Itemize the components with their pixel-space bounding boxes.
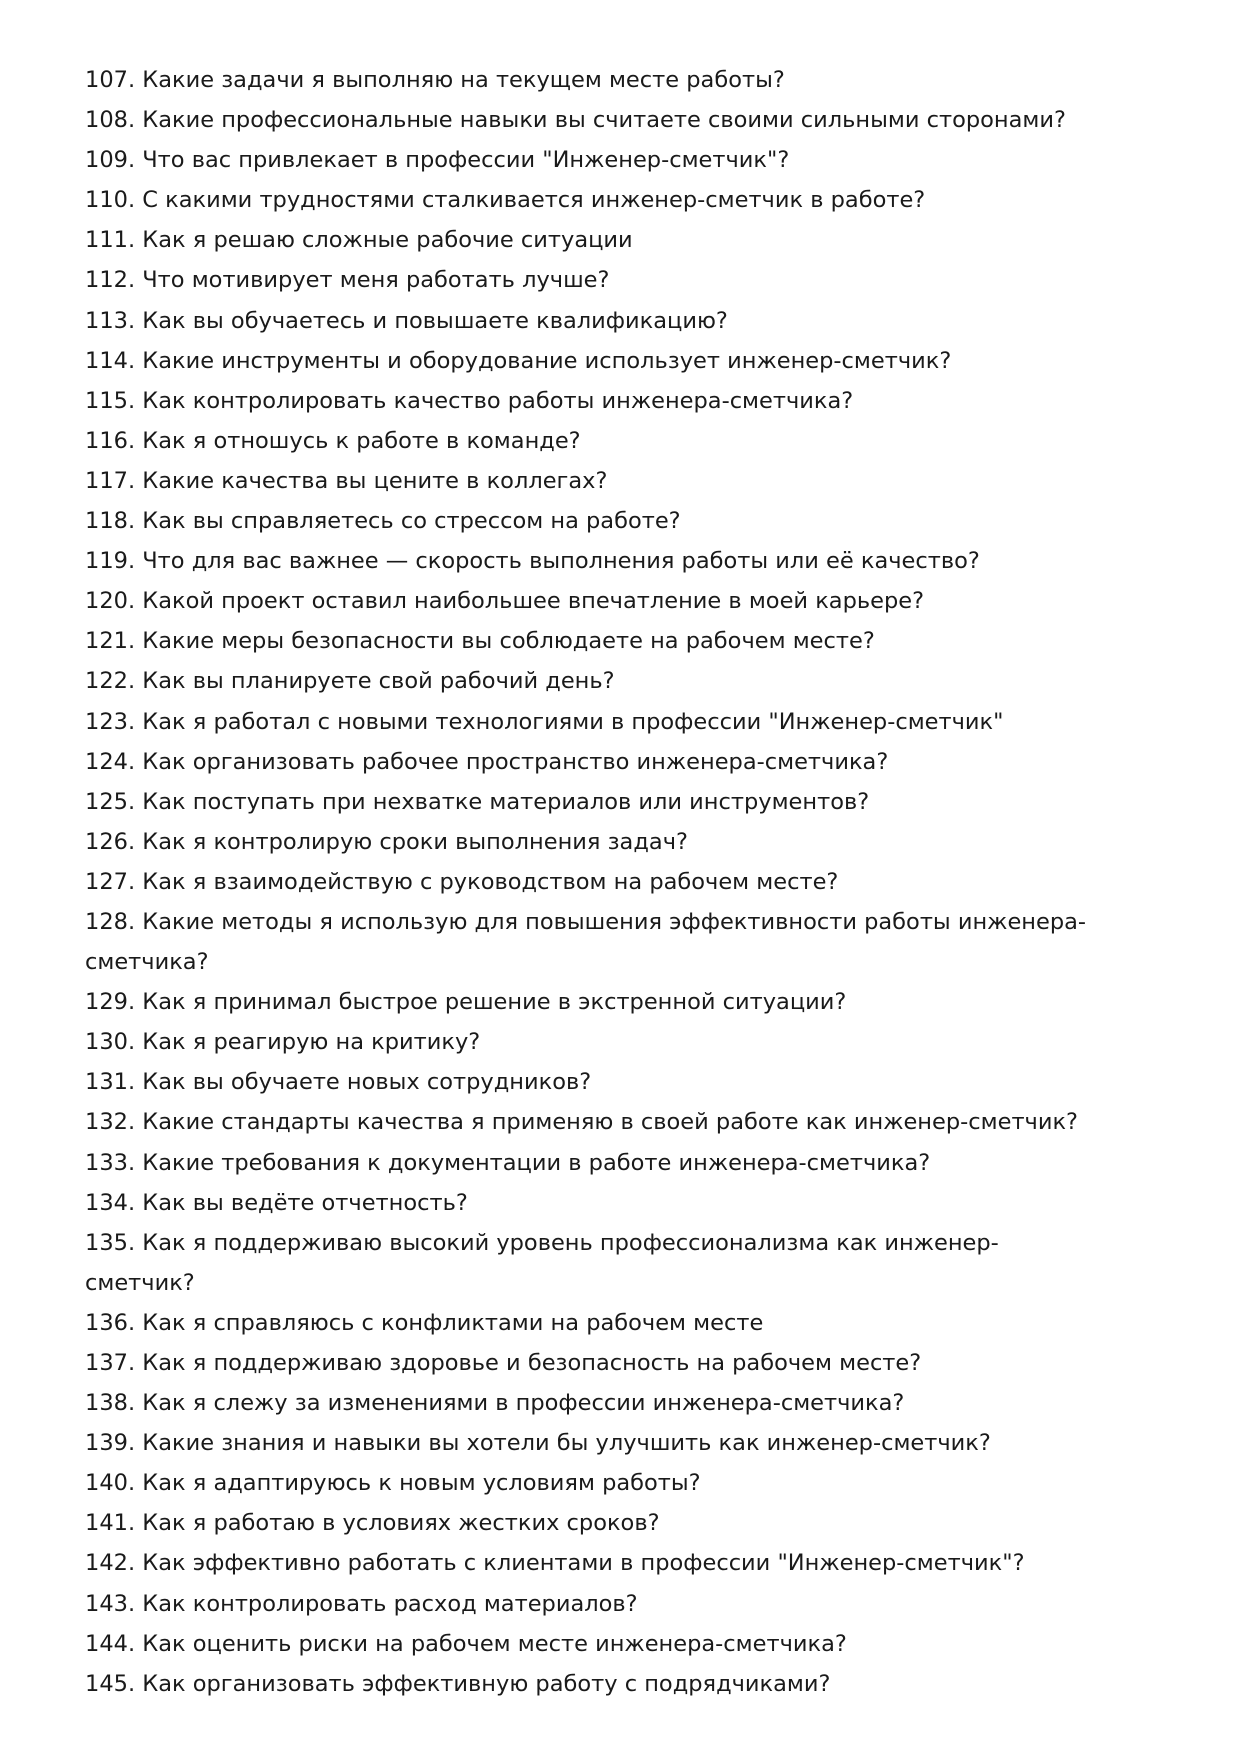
question-item: 144. Как оценить риски на рабочем месте инженера-сметчика? (85, 1630, 847, 1657)
question-item: 133. Какие требования к документации в работе инженера-сметчика? (85, 1149, 931, 1176)
question-item: 125. Как поступать при нехватке материалов или инструментов? (85, 788, 870, 815)
question-item: 115. Как контролировать качество работы инженера-сметчика? (85, 387, 854, 414)
question-item: 109. Что вас привлекает в профессии "Инженер-сметчик"? (85, 147, 790, 174)
question-item: 143. Как контролировать расход материалов? (85, 1590, 638, 1617)
question-item: 120. Какой проект оставил наибольшее впечатление в моей карьере? (85, 588, 925, 615)
question-item: 131. Как вы обучаете новых сотрудников? (85, 1069, 592, 1096)
question-item: 145. Как организовать эффективную работу с подрядчиками? (85, 1670, 831, 1697)
question-item: 123. Как я работал с новыми технологиями в профессии "Инженер-сметчик" (85, 708, 1004, 735)
question-item: 129. Как я принимал быстрое решение в экстренной ситуации? (85, 989, 847, 1016)
question-item: 132. Какие стандарты качества я применяю в своей работе как инженер-сметчик? (85, 1109, 1078, 1136)
question-list (85, 60, 1099, 1704)
question-item: 126. Как я контролирую сроки выполнения задач? (85, 828, 688, 855)
question-item: 108. Какие профессиональные навыки вы считаете своими сильными сторонами? (85, 107, 1066, 134)
question-item: 130. Как я реагирую на критику? (85, 1029, 481, 1056)
question-item: 117. Какие качества вы цените в коллегах? (85, 467, 608, 494)
question-item: 113. Как вы обучаетесь и повышаете квалификацию? (85, 307, 728, 334)
question-item: 134. Как вы ведёте отчетность? (85, 1189, 468, 1216)
question-item: 136. Как я справляюсь с конфликтами на рабочем месте (85, 1309, 764, 1336)
question-item: 140. Как я адаптируюсь к новым условиям работы? (85, 1470, 701, 1497)
question-item: 111. Как я решаю сложные рабочие ситуации (85, 227, 633, 254)
question-item: 118. Как вы справляетесь со стрессом на работе? (85, 508, 681, 535)
question-item: 121. Какие меры безопасности вы соблюдаете на рабочем месте? (85, 628, 875, 655)
question-item: 128. Какие методы я использую для повышения эффективности работы инженера-сметчика? (85, 908, 1087, 976)
question-item: 124. Как организовать рабочее пространство инженера-сметчика? (85, 748, 889, 775)
question-item: 110. С какими трудностями сталкивается инженер-сметчик в работе? (85, 187, 926, 214)
question-item: 137. Как я поддерживаю здоровье и безопасность на рабочем месте? (85, 1350, 922, 1376)
question-item: 141. Как я работаю в условиях жестких сроков? (85, 1510, 660, 1537)
question-item: 107. Какие задачи я выполняю на текущем месте работы? (85, 67, 785, 93)
question-item: 139. Какие знания и навыки вы хотели бы улучшить как инженер-сметчик? (85, 1430, 991, 1457)
question-item: 119. Что для вас важнее — скорость выполнения работы или её качество? (85, 548, 980, 575)
question-item: 138. Как я слежу за изменениями в профессии инженера-сметчика? (85, 1390, 905, 1417)
question-item: 127. Как я взаимодействую с руководством на рабочем месте? (85, 868, 839, 895)
question-item: 122. Как вы планируете свой рабочий день? (85, 668, 615, 695)
question-item: 116. Как я отношусь к работе в команде? (85, 427, 581, 454)
question-item: 142. Как эффективно работать с клиентами в профессии "Инженер-сметчик"? (85, 1550, 1025, 1577)
question-item: 112. Что мотивирует меня работать лучше? (85, 267, 610, 294)
question-item: 135. Как я поддерживаю высокий уровень профессионализма как инженер-сметчик? (85, 1229, 999, 1296)
question-item: 114. Какие инструменты и оборудование использует инженер-сметчик? (85, 347, 952, 374)
